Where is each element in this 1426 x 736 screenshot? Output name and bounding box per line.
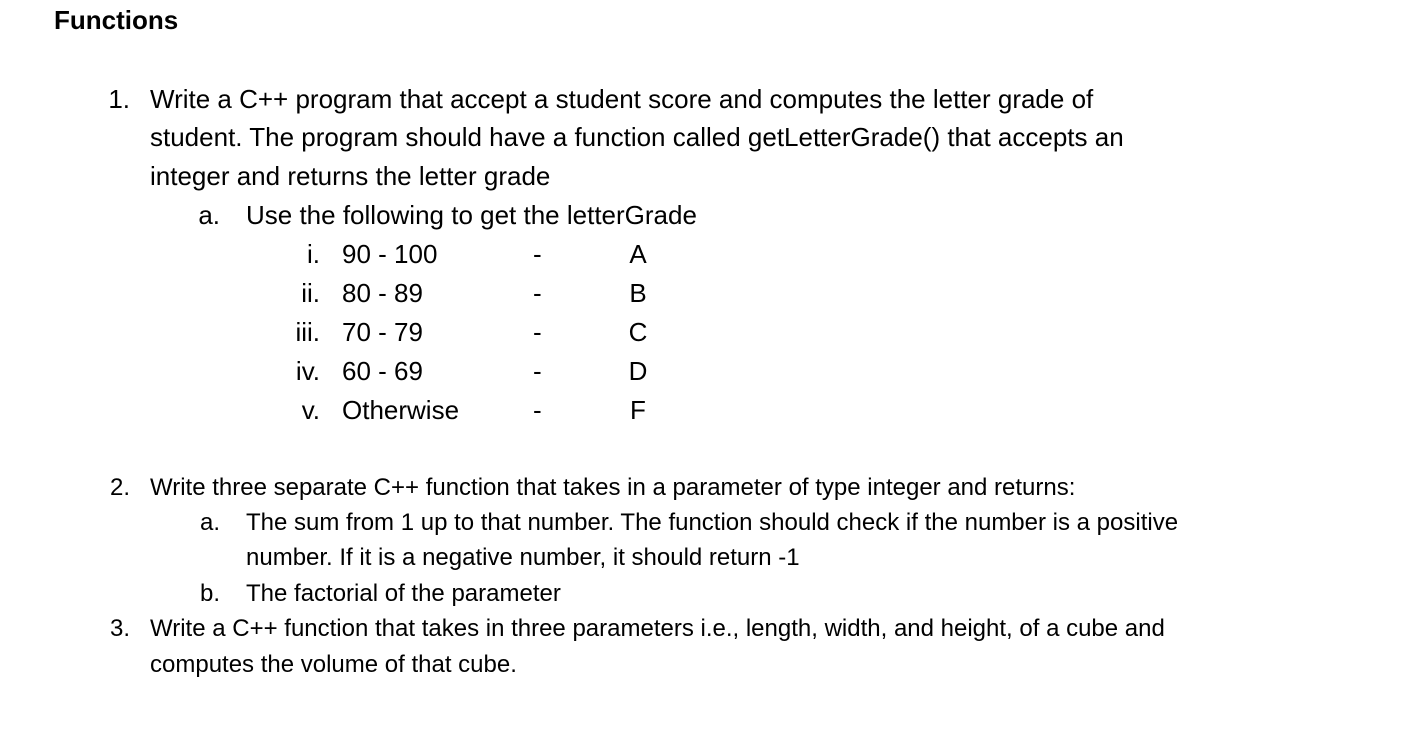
sub-item-text: The factorial of the parameter xyxy=(246,580,561,607)
separator-dash: - xyxy=(533,278,542,308)
separator-dash: - xyxy=(533,356,542,386)
item-number: 2. xyxy=(109,474,130,501)
item-text-line: computes the volume of that cube. xyxy=(150,651,517,678)
item-number: 3. xyxy=(109,615,130,642)
sub-item-letter: a. xyxy=(198,200,220,230)
sub-item-text: number. If it is a negative number, it should return -1 xyxy=(246,544,800,571)
roman-numeral: iii. xyxy=(295,317,320,347)
sub-item-letter: a. xyxy=(199,509,220,536)
item-text-line: Write a C++ function that takes in three parameters i.e., length, width, and height, of a cube and xyxy=(150,615,1165,642)
letter-grade: B xyxy=(629,278,647,308)
separator-dash: - xyxy=(533,395,542,425)
score-range: 80 - 89 xyxy=(342,278,423,308)
score-range: 90 - 100 xyxy=(342,239,438,269)
score-range: 70 - 79 xyxy=(342,317,423,347)
page-title: Functions xyxy=(54,5,179,35)
sub-item-text: The sum from 1 up to that number. The function should check if the number is a positive xyxy=(246,509,1179,536)
item-text-line: integer and returns the letter grade xyxy=(150,161,551,191)
sub-item-text: Use the following to get the letterGrade xyxy=(246,200,697,230)
letter-grade: C xyxy=(628,317,648,347)
item-number: 1. xyxy=(108,84,130,114)
letter-grade: F xyxy=(630,395,646,425)
score-range: Otherwise xyxy=(342,395,460,425)
sub-item-letter: b. xyxy=(199,580,220,607)
roman-numeral: v. xyxy=(301,395,320,425)
letter-grade: D xyxy=(628,356,648,386)
separator-dash: - xyxy=(533,317,542,347)
separator-dash: - xyxy=(533,239,542,269)
score-range: 60 - 69 xyxy=(342,356,423,386)
roman-numeral: i. xyxy=(307,239,320,269)
letter-grade: A xyxy=(629,239,647,269)
item-text-line: Write three separate C++ function that takes in a parameter of type integer and returns: xyxy=(150,474,1076,501)
roman-numeral: ii. xyxy=(301,278,320,308)
roman-numeral: iv. xyxy=(295,356,320,386)
item-text-line: Write a C++ program that accept a student score and computes the letter grade of xyxy=(150,84,1094,114)
item-text-line: student. The program should have a function called getLetterGrade() that accepts an xyxy=(150,122,1124,152)
